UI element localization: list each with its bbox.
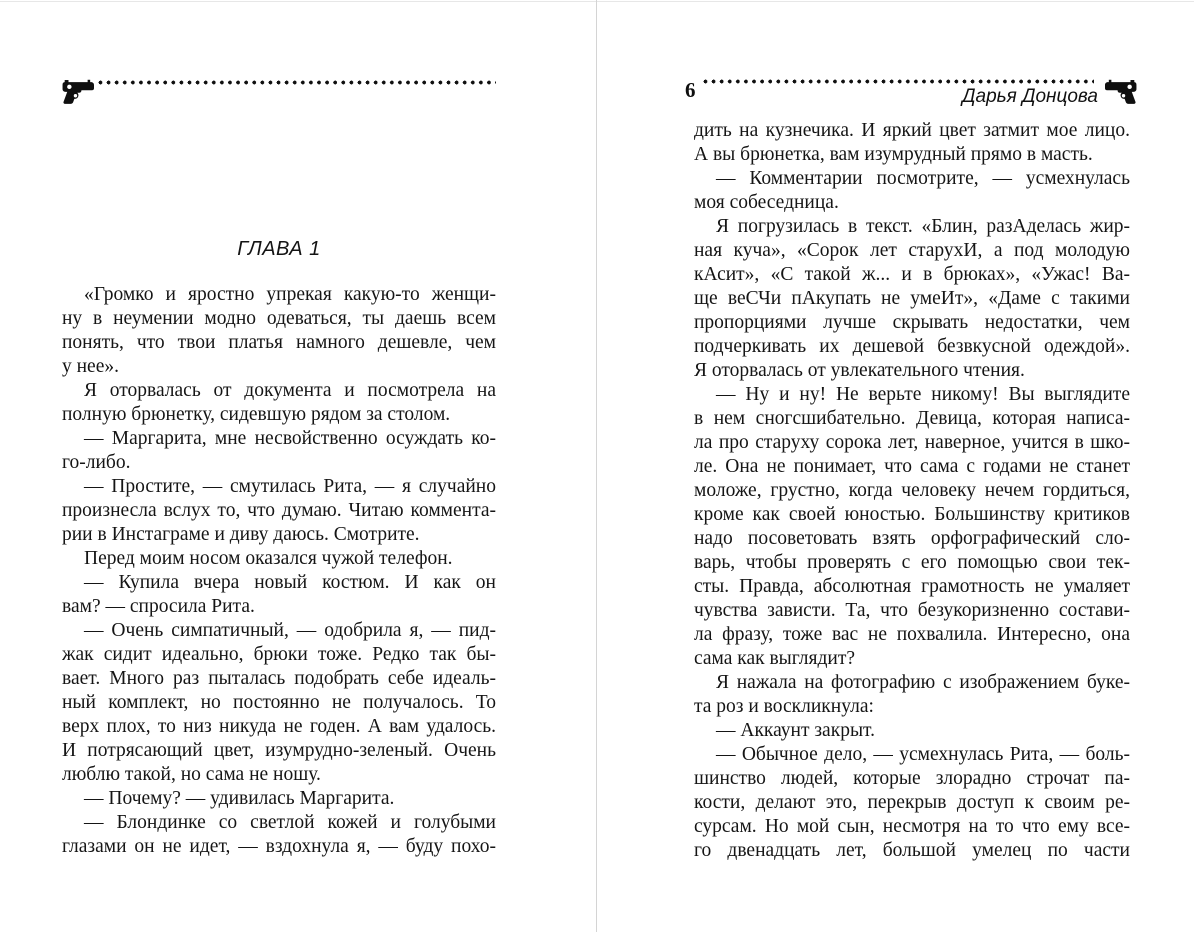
text-line: полную брюнетку, сидевшую рядом за столом.	[62, 404, 451, 425]
right-page-body	[694, 119, 1130, 863]
text-line: ный комплект, но постоянно не получалось. То	[62, 692, 496, 713]
text-line: ще веСЧи пАкупать не умеИт», «Даме с такими	[694, 288, 1130, 309]
text-line: ная куча», «Сорок лет старухИ, а под молодую	[694, 240, 1130, 261]
text-line: сама как выглядит?	[694, 648, 856, 669]
text-line: дить на кузнечика. И яркий цвет затмит мое лицо.	[694, 120, 1130, 141]
text-line: вает. Много раз пыталась подобрать себе идеаль-	[62, 668, 496, 689]
text-line: рии в Инстаграме и диву даюсь. Смотрите.	[62, 524, 420, 545]
text-line: моя собеседница.	[694, 192, 839, 213]
text-line: — Маргарита, мне несвойственно осуждать ко-	[84, 428, 496, 449]
text-line: сты. Правда, абсолютная грамотность не умаляет	[694, 576, 1130, 597]
text-line: — Ну и ну! Не верьте никому! Вы выглядите	[716, 384, 1130, 405]
text-line: И потрясающий цвет, изумрудно-зеленый. Очень	[62, 740, 496, 761]
text-line: Я погрузилась в текст. «Блин, разАделась жир-	[716, 216, 1130, 237]
text-line: — Аккаунт закрыт.	[716, 720, 875, 741]
text-line: ле. Она не понимает, что сама с годами не станет	[694, 456, 1130, 477]
page-number: 6	[685, 78, 696, 102]
text-line: пропорциями лучше скрывать недостатки, чем	[694, 312, 1130, 333]
text-line: варь, чтобы проверять с его помощью свои тек-	[694, 552, 1130, 573]
right-page[interactable]	[597, 0, 1194, 932]
text-line: у нее».	[62, 356, 119, 377]
text-line: Я нажала на фотографию с изображением буке-	[716, 672, 1130, 693]
text-line: та роз и воскликнула:	[694, 696, 874, 717]
running-header-author: Дарья Донцова	[962, 86, 1098, 107]
text-line: чувства зависти. Та, что безукоризненно состави-	[694, 600, 1130, 621]
text-line: понять, что твои платья намного дешевле, чем	[62, 332, 496, 353]
text-line: Я оторвалась от увлекательного чтения.	[694, 360, 1025, 381]
text-line: ла про старуху сорока лет, наверное, учится в шко-	[694, 432, 1130, 453]
text-line: глазами он не идет, — вздохнула я, — буду похо-	[62, 836, 496, 857]
text-line: А вы брюнетка, вам изумрудный прямо в масть.	[694, 144, 1093, 165]
text-line: шинство людей, которые злорадно строчат па-	[694, 768, 1130, 789]
text-line: ла фразу, тоже вас не похвалила. Интересно, она	[694, 624, 1130, 645]
text-line: вам? — спросила Рита.	[62, 596, 255, 617]
text-line: го двенадцать лет, большой умелец по части	[694, 840, 1130, 861]
text-line: — Блондинке со светлой кожей и голубыми	[84, 812, 496, 833]
text-line: сурсам. Но мой сын, несмотря на то что ему все-	[694, 816, 1130, 837]
text-line: — Почему? — удивилась Маргарита.	[84, 788, 395, 809]
left-page-body	[62, 283, 496, 859]
text-line: ну в неумении модно одеваться, ты даешь всем	[62, 308, 496, 329]
text-line: кроме как своей юностью. Большинству критиков	[694, 504, 1130, 525]
text-line: — Простите, — смутилась Рита, — я случайно	[84, 476, 496, 497]
dotted-rule	[98, 80, 496, 85]
dotted-rule	[703, 79, 1094, 84]
text-line: — Очень симпатичный, — одобрила я, — пид-	[84, 620, 496, 641]
text-line: жак сидит идеально, брюки тоже. Редко так бы-	[62, 644, 496, 665]
text-line: кости, делают это, перекрыв доступ к своим ре-	[694, 792, 1130, 813]
revolver-icon	[1105, 77, 1139, 106]
text-line: — Купила вчера новый костюм. И как он	[84, 572, 496, 593]
chapter-heading: ГЛАВА 1	[237, 238, 321, 260]
text-line: — Обычное дело, — усмехнулась Рита, — боль-	[716, 744, 1130, 765]
text-line: «Громко и яростно упрекая какую-то женщи-	[84, 284, 496, 305]
text-line: кАсит», «С такой ж... и в брюках», «Ужас! Ва-	[694, 264, 1130, 285]
text-line: моложе, грустно, когда человеку нечем гордиться,	[694, 480, 1130, 501]
text-line: люблю такой, но сама не ношу.	[62, 764, 321, 785]
text-line: надо посоветовать взять орфографический сло-	[694, 528, 1130, 549]
text-line: Я оторвалась от документа и посмотрела на	[84, 380, 496, 401]
text-line: в нем сногсшибательно. Девица, которая написа-	[694, 408, 1130, 429]
text-line: произнесла вслух то, что думаю. Читаю коммента-	[62, 500, 496, 521]
text-line: подчеркивать их дешевой безвкусной одеждой».	[694, 336, 1130, 357]
text-line: верх плох, то низ никуда не годен. А вам удалось.	[62, 716, 496, 737]
revolver-icon	[60, 77, 94, 106]
text-line: Перед моим носом оказался чужой телефон.	[84, 548, 453, 569]
text-line: — Комментарии посмотрите, — усмехнулась	[716, 168, 1130, 189]
text-line: го-либо.	[62, 452, 131, 473]
